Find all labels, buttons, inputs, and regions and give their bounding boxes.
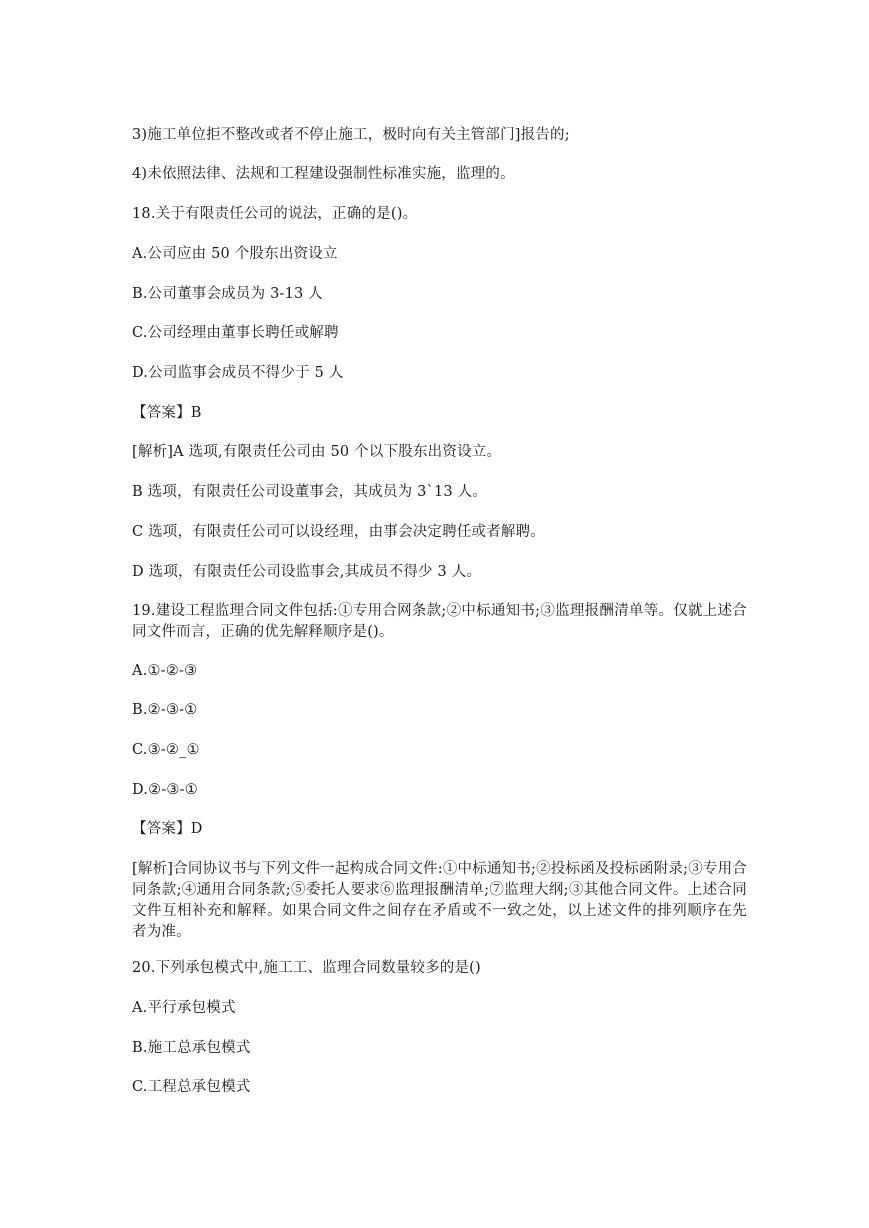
question-20: 20.下列承包模式中,施工工、监理合同数量较多的是()	[132, 960, 481, 976]
q19-option-a: A.①-②-③	[132, 663, 198, 679]
text-line-2: 4)未依照法律、法规和工程建设强制性标准实施，监理的。	[132, 166, 515, 182]
q18-answer: 【答案】B	[132, 405, 202, 421]
q19-analysis: [解析]合同协议书与下列文件一起构成合同文件:①中标通知书;②投标函及投标函附录;③专用合同条款;④通用合同条款;⑤委托人要求⑥监理报酬清单;⑦监理大纲;③其他合同文件。上述合同文件互相补充和解释。如果合同文件之间存在矛盾或不一致之处，以上述文件的排列顺序在先者为准。	[132, 861, 747, 940]
q19-option-d: D.②-③-①	[132, 782, 198, 798]
question-19: 19.建设工程监理合同文件包括:①专用合网条款;②中标通知书;③监理报酬清单等。仅就上述合同文件而言，正确的优先解释顺序是()。	[132, 603, 747, 640]
q20-option-b: B.施工总承包模式	[132, 1040, 251, 1056]
q20-option-c: C.工程总承包模式	[132, 1079, 251, 1095]
q18-option-b: B.公司董事会成员为 3-13 人	[132, 286, 323, 302]
q19-option-b: B.②-③-①	[132, 702, 198, 718]
q18-analysis-a: [解析]A 选项,有限责任公司由 50 个以下股东出资设立。	[132, 444, 502, 460]
q18-option-c: C.公司经理由董事长聘任或解聘	[132, 325, 339, 341]
q19-option-c: C.③-②_①	[132, 742, 200, 758]
question-18: 18.关于有限责任公司的说法，正确的是()。	[132, 206, 418, 222]
q18-analysis-d: D 选项，有限责任公司设监事会,其成员不得少 3 人。	[132, 564, 482, 580]
q20-option-a: A.平行承包模式	[132, 1000, 236, 1016]
q18-analysis-b: B 选项，有限责任公司设董事会，其成员为 3`13 人。	[132, 484, 488, 500]
q18-option-d: D.公司监事会成员不得少于 5 人	[132, 365, 344, 381]
q18-option-a: A.公司应由 50 个股东出资设立	[132, 246, 338, 262]
q19-answer: 【答案】D	[132, 821, 203, 837]
q18-analysis-c: C 选项，有限责任公司可以设经理，由事会决定聘任或者解聘。	[132, 524, 546, 540]
text-line-1: 3)施工单位拒不整改或者不停止施工，极时向有关主管部门]报告的;	[132, 127, 570, 143]
